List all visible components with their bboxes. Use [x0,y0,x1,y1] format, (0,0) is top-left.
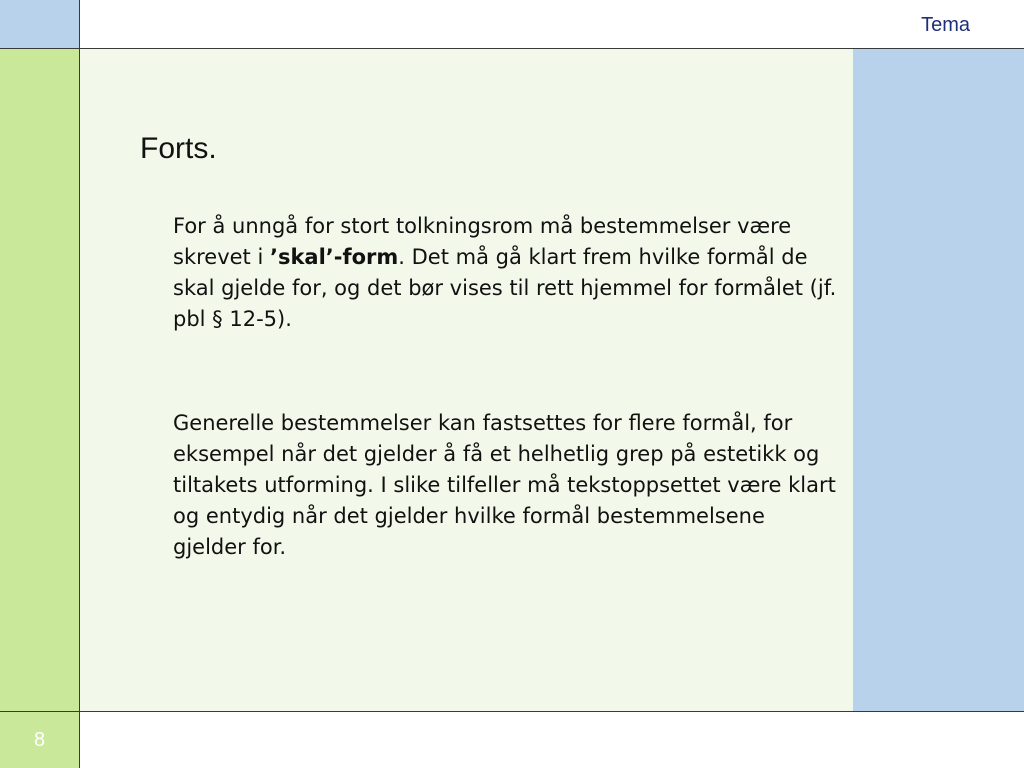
paragraph-1 [173,211,838,335]
slide-title: Forts. [140,132,217,165]
paragraph-1-bold-term: ’skal’-form [269,245,399,269]
paragraph-2: Generelle bestemmelser kan fastsettes for flere formål, for eksempel når det gjelder å få et helhetlig grep på estetikk og tiltakets utforming. I slike tilfeller må tekstoppsettet være klart og entydig når det gjelder hvilke formål bestemmelsene gjelder for. [173,411,836,559]
vertical-divider [79,0,80,768]
corner-block [0,0,79,48]
paragraph-1-text-end: . Det må gå klart frem hvilke formål de skal gjelde for, og det bør vises til rett hjemmel for formålet (jf. pbl § 12-5). [173,245,837,331]
footer-divider [0,711,1024,712]
theme-label: Tema [921,14,970,36]
right-strip [853,49,1024,711]
left-strip [0,49,79,711]
page-number: 8 [33,729,46,751]
paragraph-1-text-start: For å unngå for stort tolkningsrom må bestemmelser være skrevet i [173,214,792,269]
header-bar [80,0,1024,48]
